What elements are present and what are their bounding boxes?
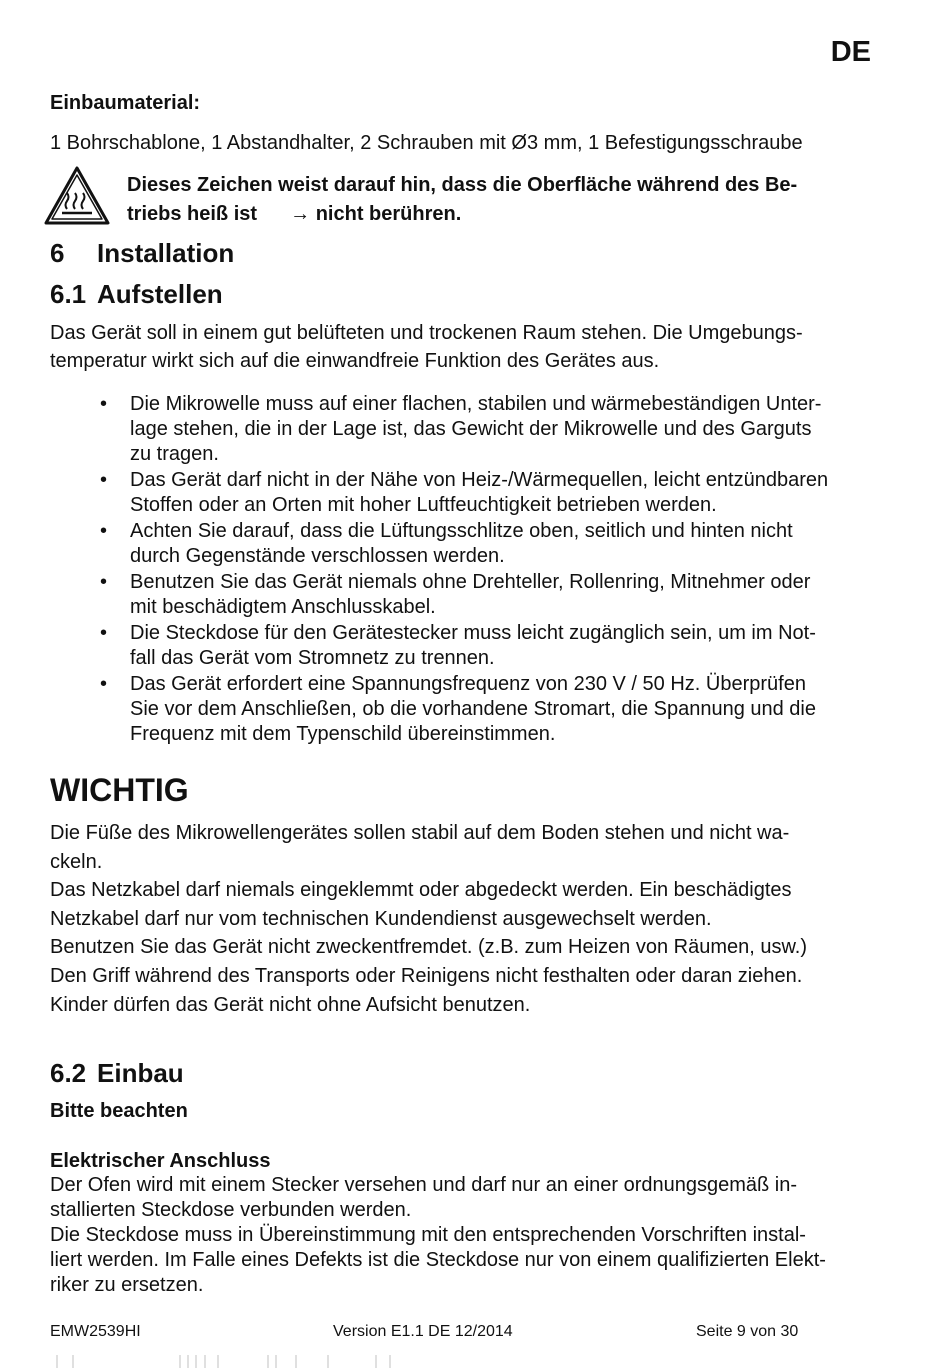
list-item	[100, 468, 900, 518]
wichtig-text	[50, 819, 910, 1019]
section-6-1-intro	[50, 319, 910, 375]
list-item-line: • Die Mikrowelle muss auf einer flachen, stabilen und wärmebeständigen Unter-	[130, 393, 822, 415]
list-item-line: • Achten Sie darauf, dass die Lüftungsschlitze oben, seitlich und hinten nicht	[130, 520, 793, 542]
section-6-1-heading	[50, 279, 223, 310]
intro-line: temperatur wirkt sich auf die einwandfreie Funktion des Gerätes aus.	[50, 350, 660, 372]
list-item-line: lage stehen, die in der Lage ist, das Gewicht der Mikrowelle und des Garguts	[130, 418, 812, 440]
section-6-heading	[50, 238, 234, 269]
print-register-marks	[55, 1353, 415, 1369]
list-item-line: • Das Gerät darf nicht in der Nähe von Heiz-/Wärmequellen, leicht entzündbaren	[130, 469, 829, 491]
language-code: DE	[830, 36, 871, 68]
wichtig-heading: WICHTIG	[50, 772, 189, 808]
elec-line: Die Steckdose muss in Übereinstimmung mit den entsprechenden Vorschriften instal-	[50, 1224, 806, 1246]
list-item-line: • Benutzen Sie das Gerät niemals ohne Drehteller, Rollenring, Mitnehmer oder	[130, 571, 811, 593]
elec-line: liert werden. Im Falle eines Defekts ist die Steckdose nur von einem qualifizierten Elekt-	[50, 1249, 826, 1271]
arrow-right-icon: →	[290, 203, 311, 225]
elec-line: Der Ofen wird mit einem Stecker versehen und darf nur an einer ordnungsgemäß in-	[50, 1174, 798, 1196]
hot-surface-warning-icon	[43, 165, 111, 227]
wichtig-line: Kinder dürfen das Gerät nicht ohne Aufsicht benutzen.	[50, 993, 531, 1016]
section-6-2-heading	[50, 1058, 184, 1089]
list-item-line: Stoffen oder an Orten mit hoher Luftfeuchtigkeit betrieben werden.	[130, 494, 717, 516]
list-item-line: • Das Gerät erfordert eine Spannungsfrequenz von 230 V / 50 Hz. Überprüfen	[130, 673, 806, 695]
wichtig-line: Die Füße des Mikrowellengerätes sollen stabil auf dem Boden stehen und nicht wa-	[50, 822, 790, 844]
section-title: Aufstellen	[97, 279, 223, 309]
list-item	[100, 672, 900, 747]
list-item-line: zu tragen.	[130, 443, 219, 465]
installation-requirements-list	[100, 392, 900, 748]
list-item	[100, 621, 900, 671]
footer-page-number: Seite 9 von 30	[696, 1323, 799, 1340]
section-number: 6.2	[50, 1058, 87, 1088]
warning-line-2b: nicht berühren.	[315, 203, 462, 225]
note-heading: Bitte beachten	[50, 1100, 188, 1122]
hot-surface-warning-text	[127, 171, 857, 229]
list-item-line: mit beschädigtem Anschlusskabel.	[130, 596, 436, 618]
electrical-connection-text	[50, 1173, 910, 1298]
warning-line-2	[127, 200, 857, 229]
section-number: 6.1	[50, 279, 87, 309]
list-item	[100, 519, 900, 569]
list-item-line: • Die Steckdose für den Gerätestecker muss leicht zugänglich sein, um im Not-	[130, 622, 816, 644]
list-item-line: durch Gegenstände verschlossen werden.	[130, 545, 505, 567]
warning-line-1: Dieses Zeichen weist darauf hin, dass die Oberfläche während des Be-	[127, 174, 798, 196]
electrical-connection-heading: Elektrischer Anschluss	[50, 1150, 271, 1172]
wichtig-line: ckeln.	[50, 850, 103, 873]
list-item	[100, 392, 900, 467]
wichtig-line: Netzkabel darf nur vom technischen Kundendienst ausgewechselt werden.	[50, 907, 712, 930]
list-item	[100, 570, 900, 620]
footer-version: Version E1.1 DE 12/2014	[333, 1323, 513, 1340]
elec-line: stallierten Steckdose verbunden werden.	[50, 1199, 412, 1221]
list-item-line: Frequenz mit dem Typenschild übereinstimmen.	[130, 723, 556, 745]
section-number: 6	[50, 238, 65, 268]
warning-line-2a: triebs heiß ist	[127, 203, 258, 225]
wichtig-line: Das Netzkabel darf niemals eingeklemmt oder abgedeckt werden. Ein beschädigtes	[50, 879, 792, 902]
einbaumaterial-heading: Einbaumaterial:	[50, 92, 201, 114]
intro-line: Das Gerät soll in einem gut belüfteten und trockenen Raum stehen. Die Umgebungs-	[50, 322, 803, 344]
section-title: Einbau	[97, 1058, 184, 1088]
wichtig-line: Benutzen Sie das Gerät nicht zweckentfremdet. (z.B. zum Heizen von Räumen, usw.)	[50, 936, 808, 959]
footer-model: EMW2539HI	[50, 1323, 141, 1340]
einbaumaterial-text: 1 Bohrschablone, 1 Abstandhalter, 2 Schrauben mit Ø3 mm, 1 Befestigungsschraube	[50, 132, 803, 154]
list-item-line: Sie vor dem Anschließen, ob die vorhandene Stromart, die Spannung und die	[130, 698, 816, 720]
section-title: Installation	[97, 238, 235, 268]
elec-line: riker zu ersetzen.	[50, 1274, 204, 1296]
wichtig-line: Den Griff während des Transports oder Reinigens nicht festhalten oder daran ziehen.	[50, 964, 803, 987]
list-item-line: fall das Gerät vom Stromnetz zu trennen.	[130, 647, 495, 669]
